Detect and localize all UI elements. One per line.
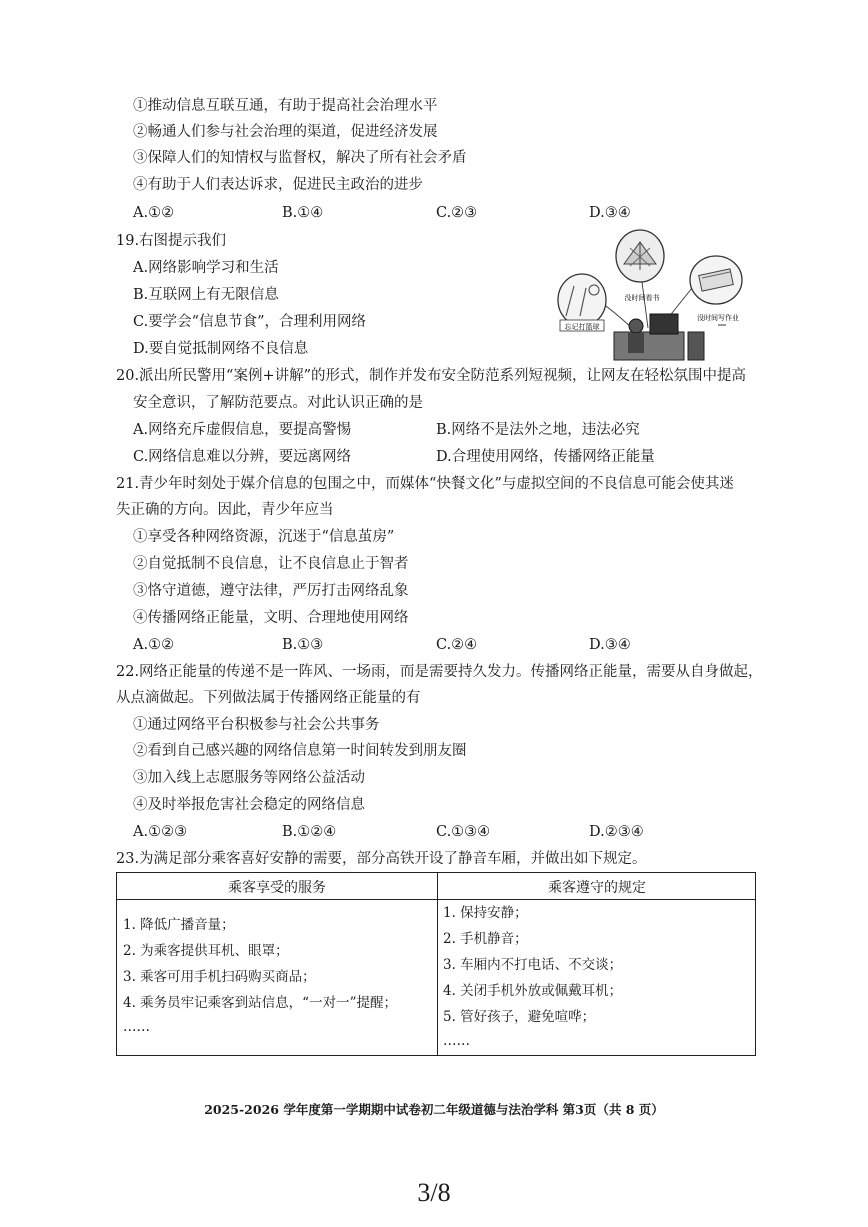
q23-rules-table (116, 872, 756, 1056)
figure-label-right: 没时间写作业 (697, 314, 739, 322)
q22-item-4: ④及时举报危害社会稳定的网络信息 (133, 797, 365, 813)
q18-option-a: A.①② (133, 205, 175, 221)
table-right-row: …… (443, 1033, 470, 1049)
q19-stem: 19.右图提示我们 (116, 233, 227, 249)
q19-option-a: A.网络影响学习和生活 (133, 260, 279, 276)
q21-option-a: A.①② (133, 637, 175, 653)
table-right-row: 2. 手机静音； (443, 931, 528, 947)
q22-option-d: D.②③④ (589, 824, 644, 840)
q18-item-4: ④有助于人们表达诉求，促进民主政治的进步 (133, 177, 423, 193)
q19-option-c: C.要学会“信息节食”，合理利用网络 (133, 314, 367, 330)
table-header-rules: 乘客遵守的规定 (548, 880, 646, 896)
q21-item-2: ②自觉抵制不良信息，让不良信息止于智者 (133, 556, 409, 572)
figure-label-left: 忘记打篮球 (564, 323, 600, 331)
q21-option-c: C.②④ (436, 637, 478, 653)
page-number: 3/8 (417, 1178, 451, 1207)
q22-item-2: ②看到自己感兴趣的网络信息第一时间转发到朋友圈 (133, 743, 467, 759)
q18-item-2: ②畅通人们参与社会治理的渠道，促进经济发展 (133, 124, 438, 140)
table-header-services: 乘客享受的服务 (228, 880, 326, 896)
q21-stem-line2: 失正确的方向。因此，青少年应当 (116, 502, 334, 518)
table-header-divider (117, 899, 755, 900)
q19-option-d: D.要自觉抵制网络不良信息 (133, 341, 309, 357)
q20-stem-line2: 安全意识，了解防范要点。对此认识正确的是 (133, 395, 423, 411)
table-left-row: 1. 降低广播音量； (123, 917, 235, 933)
q22-stem-line2: 从点滴做起。下列做法属于传播网络正能量的有 (116, 690, 421, 706)
table-right-row: 3. 车厢内不打电话、不交谈； (443, 957, 623, 973)
q20-stem-line1: 20.派出所民警用“案例+讲解”的形式，制作并发布安全防范系列短视频，让网友在轻松氛围中提高 (116, 368, 747, 384)
q20-option-b: B.网络不是法外之地，违法必究 (436, 422, 640, 438)
q21-option-b: B.①③ (282, 637, 324, 653)
q23-stem: 23.为满足部分乘客喜好安静的需要，部分高铁开设了静音车厢，并做出如下规定。 (116, 851, 647, 867)
q20-option-d: D.合理使用网络，传播网络正能量 (436, 449, 655, 465)
table-left-row: 3. 乘客可用手机扫码购买商品； (123, 969, 316, 985)
q22-item-1: ①通过网络平台积极参与社会公共事务 (133, 717, 380, 733)
table-right-row: 1. 保持安静； (443, 905, 528, 921)
q18-option-d: D.③④ (589, 205, 631, 221)
q18-item-3: ③保障人们的知情权与监督权，解决了所有社会矛盾 (133, 150, 467, 166)
q22-stem-line1: 22.网络正能量的传递不是一阵风、一场雨，而是需要持久发力。传播网络正能量，需要从自身做起， (116, 664, 763, 680)
q19-option-b: B.互联网上有无限信息 (133, 287, 279, 303)
page-footer: 2025-2026 学年度第一学期期中试卷初二年级道德与法治学科 第3页（共 8 页） (204, 1102, 664, 1117)
q20-option-c: C.网络信息难以分辨，要远离网络 (133, 449, 352, 465)
q22-option-a: A.①②③ (133, 824, 188, 840)
cartoon-illustration (556, 228, 752, 362)
q18-option-b: B.①④ (282, 205, 324, 221)
q22-item-3: ③加入线上志愿服务等网络公益活动 (133, 770, 365, 786)
table-right-row: 4. 关闭手机外放或佩戴耳机； (443, 983, 623, 999)
q18-item-1: ①推动信息互联互通，有助于提高社会治理水平 (133, 98, 438, 114)
q21-item-3: ③恪守道德，遵守法律，严厉打击网络乱象 (133, 583, 409, 599)
q18-option-c: C.②③ (436, 205, 478, 221)
q21-option-d: D.③④ (589, 637, 631, 653)
table-left-row: …… (123, 1019, 150, 1035)
q22-option-c: C.①③④ (436, 824, 491, 840)
q21-item-4: ④传播网络正能量，文明、合理地使用网络 (133, 610, 409, 626)
table-left-row: 2. 为乘客提供耳机、眼罩； (123, 943, 289, 959)
table-left-row: 4. 乘务员牢记乘客到站信息，“一对一”提醒； (123, 995, 397, 1011)
q22-option-b: B.①②④ (282, 824, 337, 840)
figure-label-mid: 没时间看书 (624, 294, 660, 302)
q20-option-a: A.网络充斥虚假信息，要提高警惕 (133, 422, 352, 438)
table-column-divider (437, 873, 438, 1055)
q21-stem-line1: 21.青少年时刻处于媒介信息的包围之中，而媒体“快餐文化”与虚拟空间的不良信息可能会使其迷 (116, 476, 734, 492)
q19-cartoon-figure (556, 228, 752, 362)
q21-item-1: ①享受各种网络资源，沉迷于“信息茧房” (133, 529, 395, 545)
table-right-row: 5. 管好孩子，避免喧哗； (443, 1009, 596, 1025)
